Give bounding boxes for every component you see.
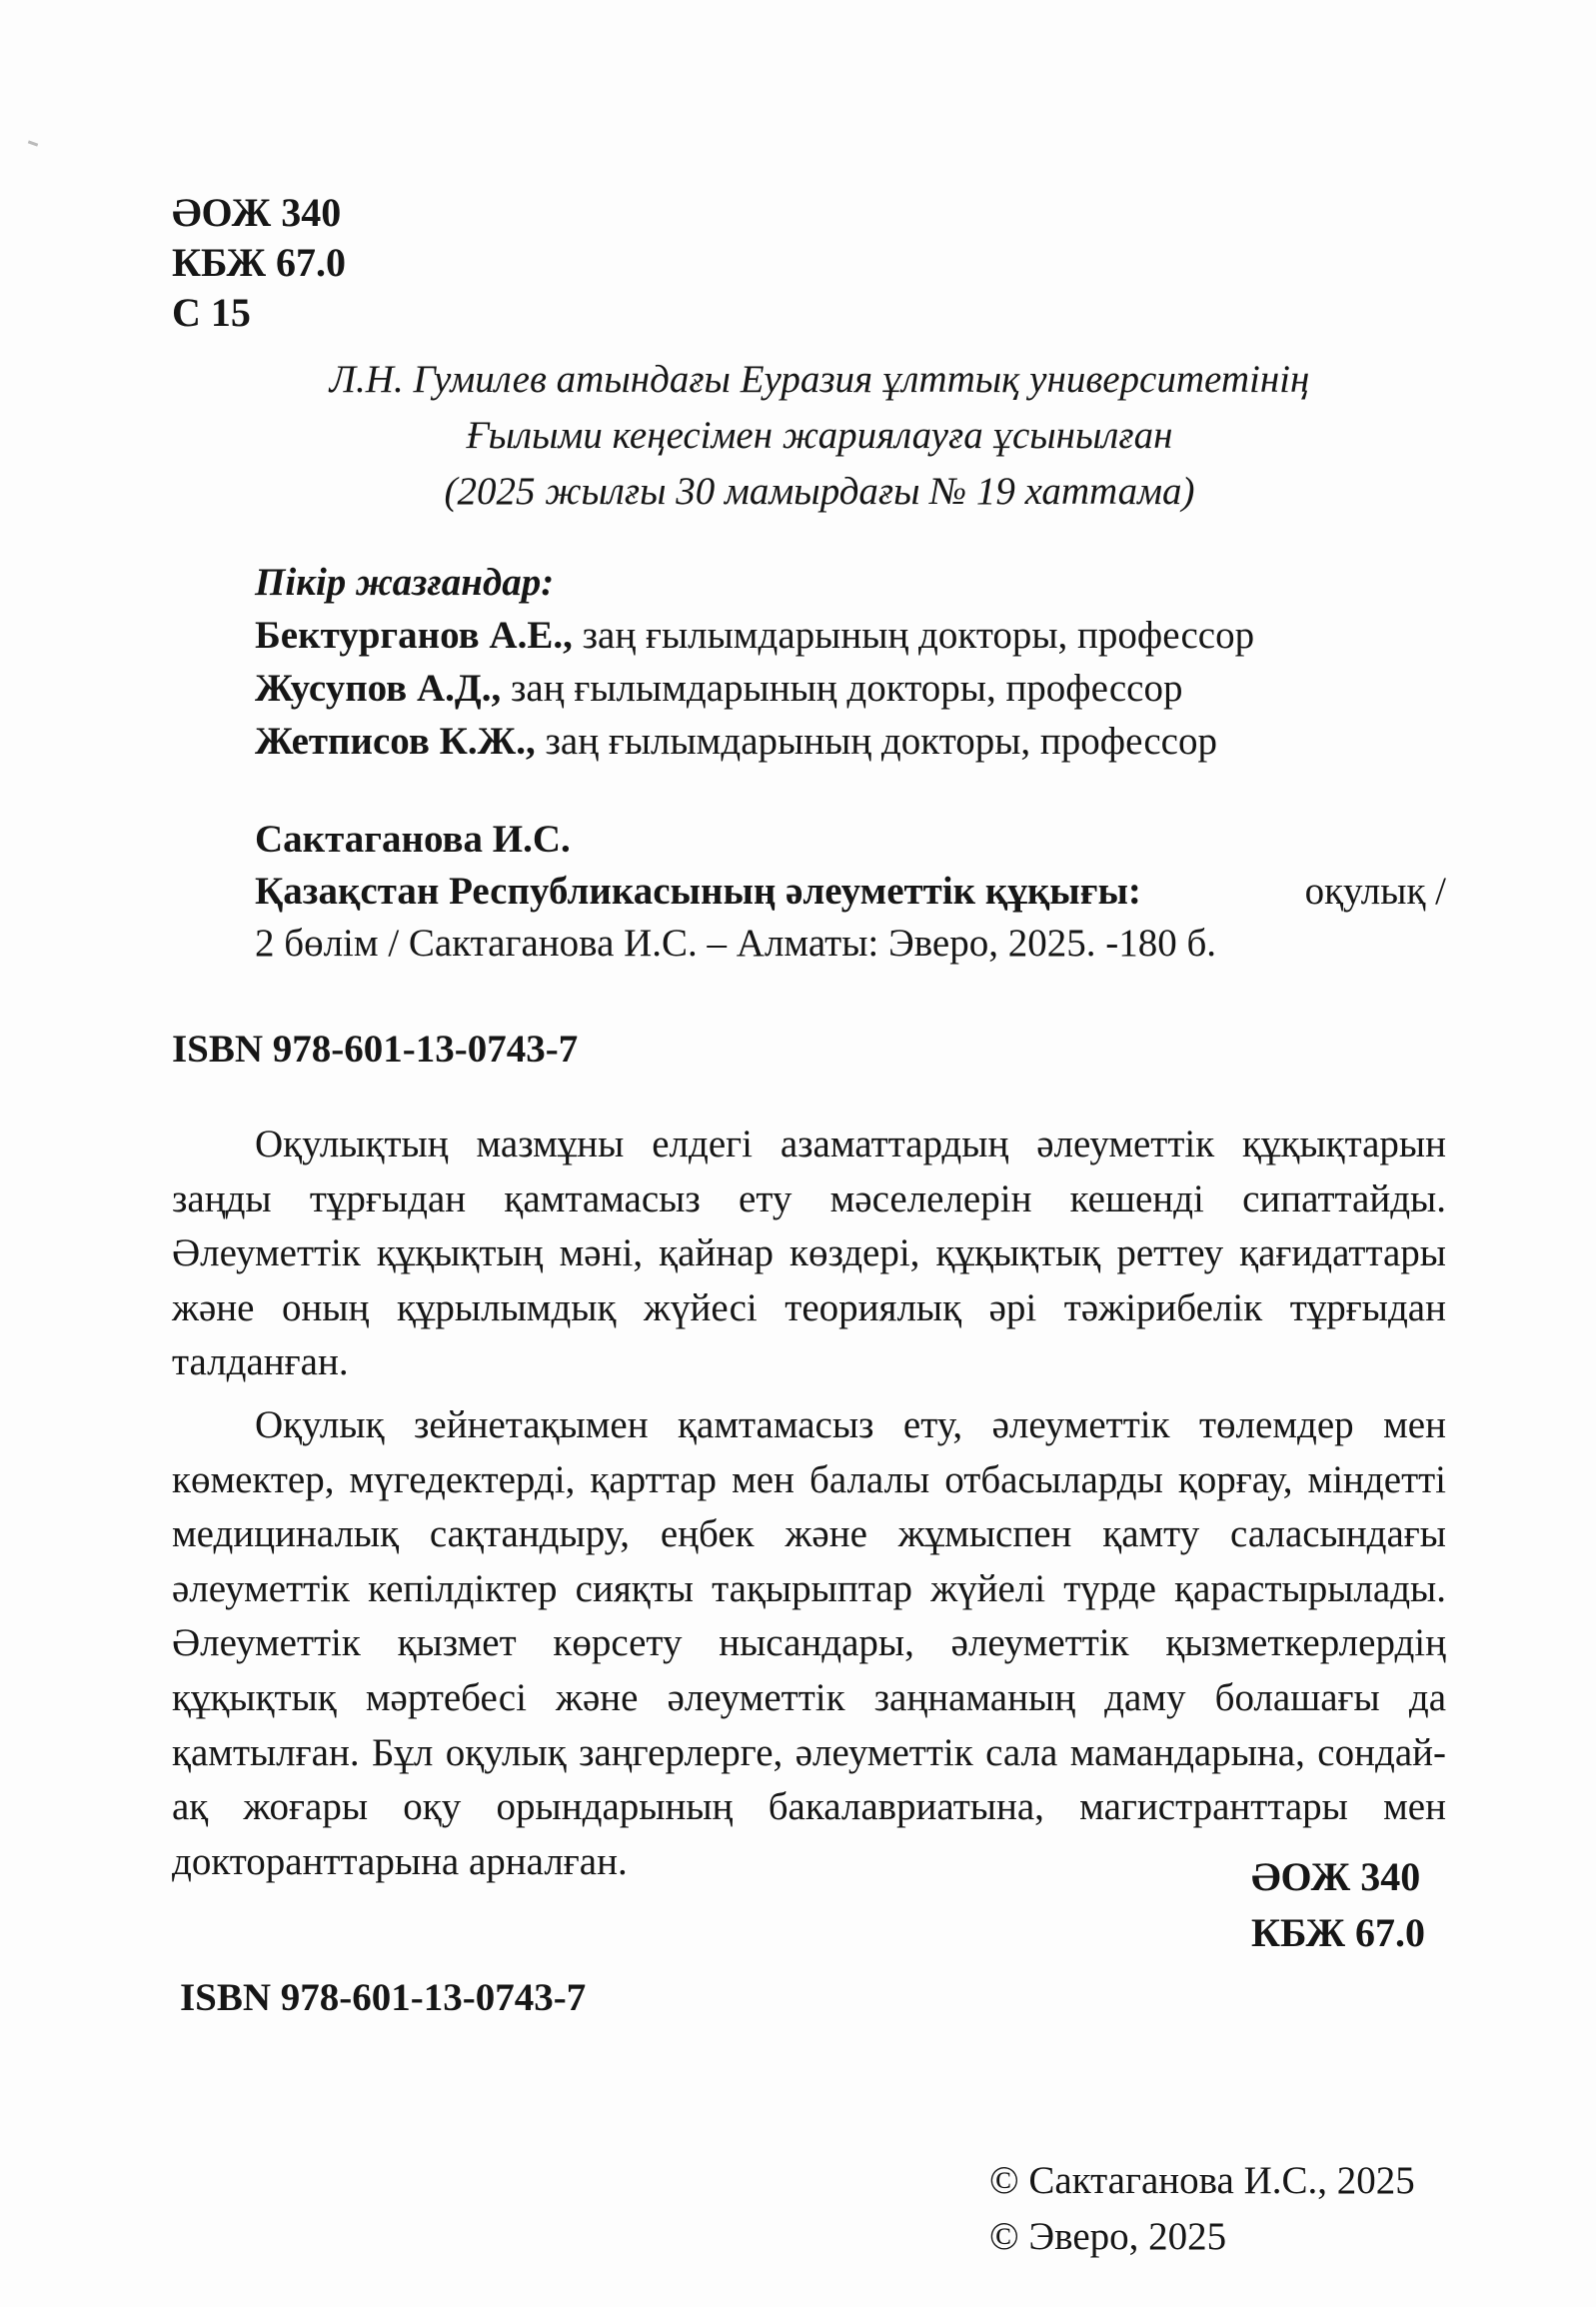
udc-code: ӘОЖ 340 xyxy=(1251,1854,1421,1899)
copyright-author: © Сактаганова И.С., 2025 xyxy=(989,2159,1415,2202)
reviewer-title: заң ғылымдарының докторы, профессор xyxy=(511,667,1183,710)
author-mark: С 15 xyxy=(172,290,251,335)
reviewer-name: Жетписов К.Ж., xyxy=(255,720,536,763)
approval-line: Л.Н. Гумилев атындағы Еуразия ұлттық университетінің xyxy=(329,358,1310,401)
isbn-bottom: ISBN 978-601-13-0743-7 xyxy=(180,1976,587,2019)
lbc-code: КБЖ 67.0 xyxy=(172,240,347,285)
copyright-publisher: © Эверо, 2025 xyxy=(989,2215,1227,2258)
reviewer-name: Жусупов А.Д., xyxy=(255,667,502,710)
reviewer-item xyxy=(255,662,1254,715)
reviewer-title: заң ғылымдарының докторы, профессор xyxy=(545,720,1217,763)
reviewers-block xyxy=(255,556,1254,768)
udc-code: ӘОЖ 340 xyxy=(172,190,342,235)
scan-speck xyxy=(28,140,38,146)
reviewer-title: заң ғылымдарының докторы, профессор xyxy=(582,614,1255,657)
publication-details: 2 бөлім / Сактаганова И.С. – Алматы: Эверо, 2025. -180 б. xyxy=(255,922,1217,965)
reviewer-item xyxy=(255,715,1254,768)
bibliographic-record xyxy=(172,814,1446,1076)
isbn-top: ISBN 978-601-13-0743-7 xyxy=(172,1028,579,1071)
abstract-paragraph: Оқулықтың мазмұны елдегі азаматтардың әлеуметтік құқықтарын заңды тұрғыдан қамтамасыз ету мәселелерін кешенді сипаттайды. Әлеуметтік құқықтың мәні, қайнар көздері, құқықтық реттеу қағидаттары және оның құрылымдық жүйесі теориялық әрі тәжірибелік тұрғыдан талданған. xyxy=(172,1123,1446,1384)
abstract-paragraph: Оқулық зейнетақымен қамтамасыз ету, әлеуметтік төлемдер мен көмектер, мүгедектерді, қарттар мен балалы отбасыларды қорғау, міндетті медициналық сақтандыру, еңбек және жұмыспен қамту саласындағы әлеуметтік кепілдіктер сияқты тақырыптар жүйелі түрде қарастырылады. Әлеуметтік қызмет көрсету нысандары, әлеуметтік қызметкерлердің құқықтық мәртебесі және әлеуметтік заңнаманың даму болашағы да қамтылған. Бұл оқулық заңгерлерге, әлеуметтік сала мамандарына, сондай-ақ жоғары оқу орындарының бакалавриатына, магистранттары мен докторанттарына арналған. xyxy=(172,1402,1446,1883)
title-line xyxy=(172,866,1446,918)
abstract xyxy=(172,1118,1446,1897)
author-name: Сактаганова И.С. xyxy=(255,818,571,861)
lbc-code: КБЖ 67.0 xyxy=(1251,1910,1426,1955)
approval-line: (2025 жылғы 30 мамырдағы № 19 хаттама) xyxy=(444,470,1195,513)
approval-line: Ғылыми кеңесімен жариялауға ұсынылған xyxy=(466,414,1173,457)
copyright-block xyxy=(989,2153,1415,2265)
approval-note xyxy=(200,352,1439,520)
book-type: оқулық / xyxy=(1304,870,1446,913)
classification-codes xyxy=(172,188,346,338)
book-title: Қазақстан Республикасының әлеуметтік құқығы: xyxy=(255,870,1141,913)
reviewer-item xyxy=(255,609,1254,662)
reviewer-name: Бектурганов А.Е., xyxy=(255,614,573,657)
reviewers-heading: Пікір жазғандар: xyxy=(255,561,555,604)
footer-codes xyxy=(1251,1849,1425,1961)
